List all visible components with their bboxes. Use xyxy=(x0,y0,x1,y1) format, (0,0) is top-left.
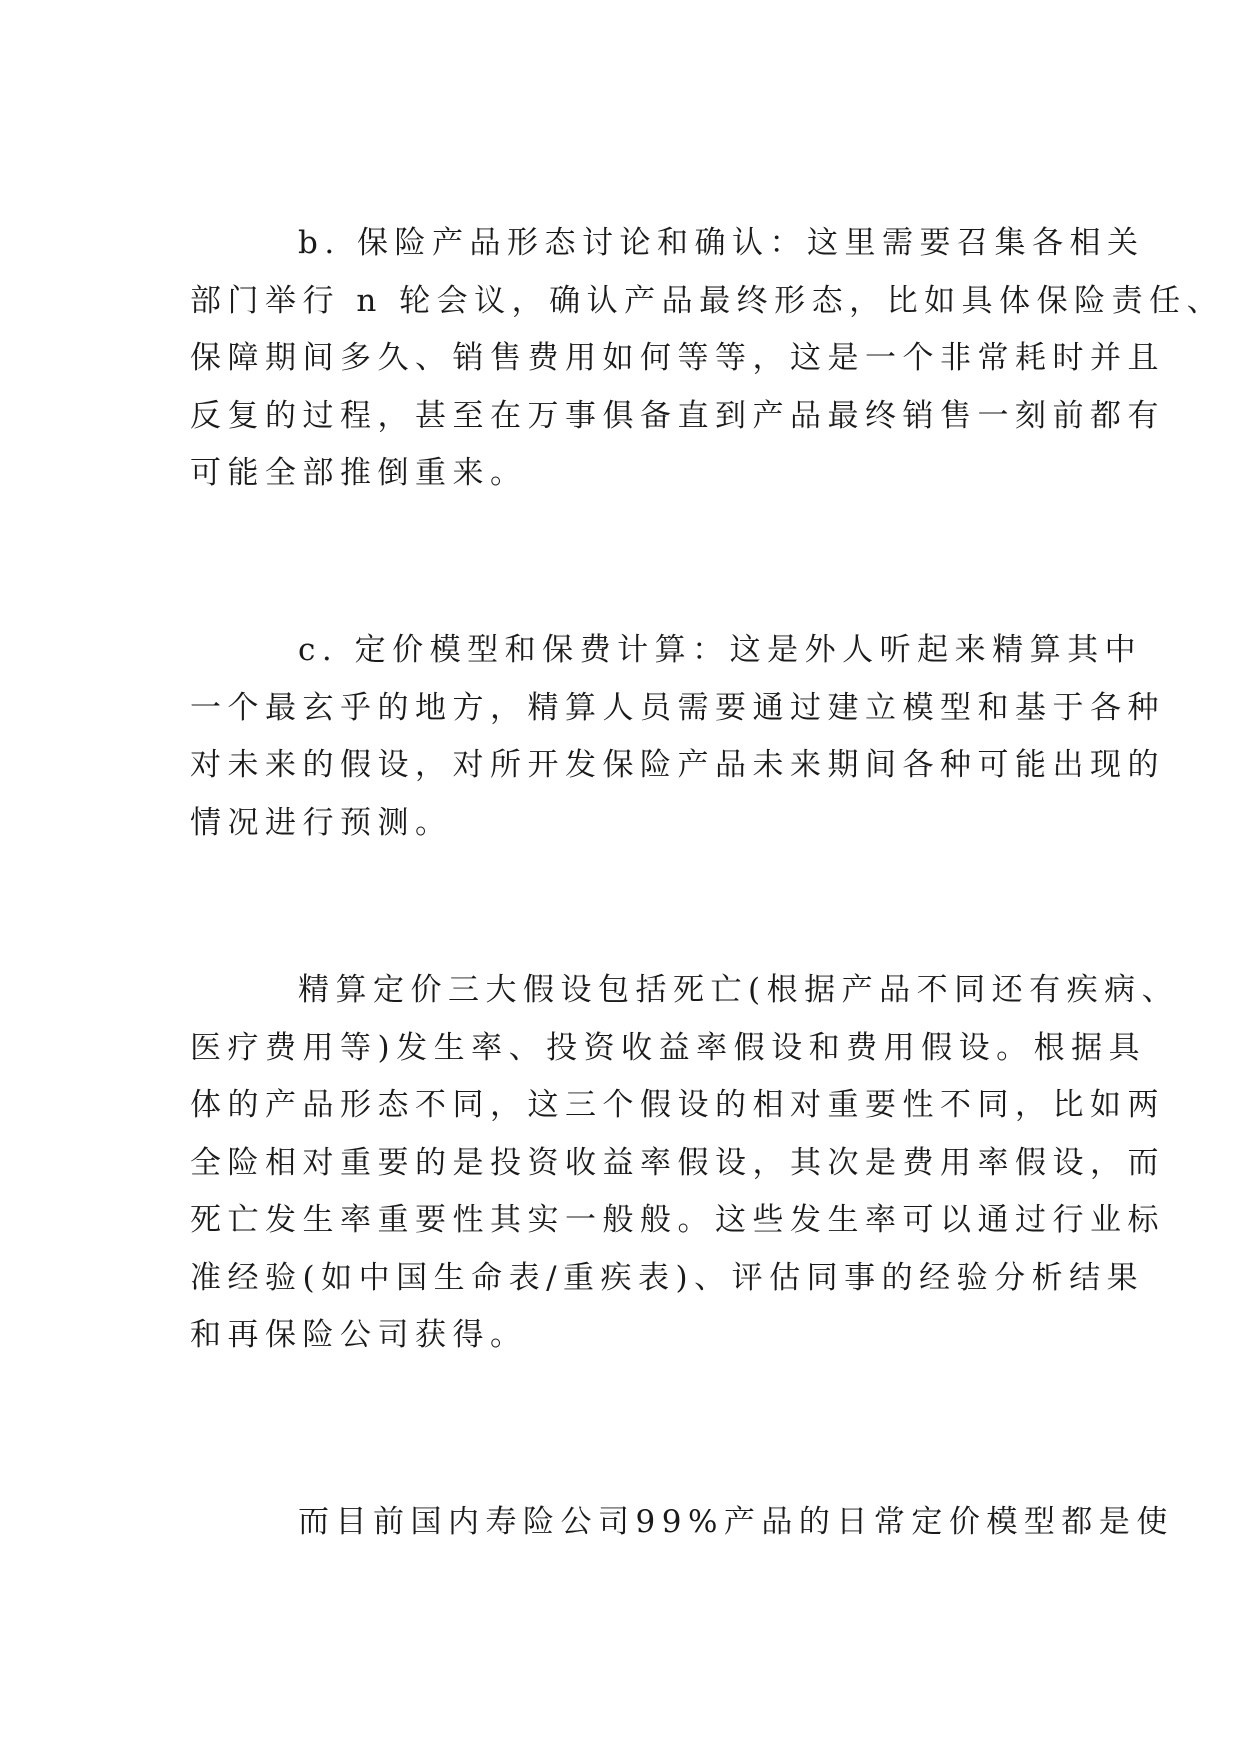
text-line: 和再保险公司获得。 xyxy=(190,1317,528,1353)
text-line: 情况进行预测。 xyxy=(190,804,453,841)
text-line: 全险相对重要的是投资收益率假设，其次是费用率假设，而 xyxy=(190,1144,1165,1181)
text-line: 而目前国内寿险公司99%产品的日常定价模型都是使 xyxy=(298,1504,1174,1540)
text-line: 体的产品形态不同，这三个假设的相对重要性不同，比如两 xyxy=(190,1087,1165,1123)
text-line: 死亡发生率重要性其实一般般。这些发生率可以通过行业标 xyxy=(190,1202,1165,1238)
text-line: 部门举行 n 轮会议，确认产品最终形态，比如具体保险责任、 xyxy=(190,282,1225,319)
text-line: 医疗费用等)发生率、投资收益率假设和费用假设。根据具 xyxy=(190,1029,1147,1066)
text-line: 一个最玄乎的地方，精算人员需要通过建立模型和基于各种 xyxy=(190,689,1165,726)
paragraph-assumptions xyxy=(190,962,1180,1365)
text-line: 对未来的假设，对所开发保险产品未来期间各种可能出现的 xyxy=(190,747,1165,783)
text-line: 保障期间多久、销售费用如何等等，这是一个非常耗时并且 xyxy=(190,340,1165,376)
text-line: 反复的过程，甚至在万事俱备直到产品最终销售一刻前都有 xyxy=(190,397,1165,434)
text-line: c. 定价模型和保费计算：这是外人听起来精算其中 xyxy=(298,632,1143,668)
paragraph-pricing-model xyxy=(190,622,1165,852)
text-line: 可能全部推倒重来。 xyxy=(190,455,528,491)
paragraph-product-form xyxy=(190,215,1225,503)
text-line: b. 保险产品形态讨论和确认：这里需要召集各相关 xyxy=(298,225,1145,261)
text-line: 准经验(如中国生命表/重疾表)、评估同事的经验分析结果 xyxy=(190,1259,1145,1296)
text-line: 精算定价三大假设包括死亡(根据产品不同还有疾病、 xyxy=(298,972,1180,1008)
paragraph-domestic-models xyxy=(190,1494,1174,1552)
